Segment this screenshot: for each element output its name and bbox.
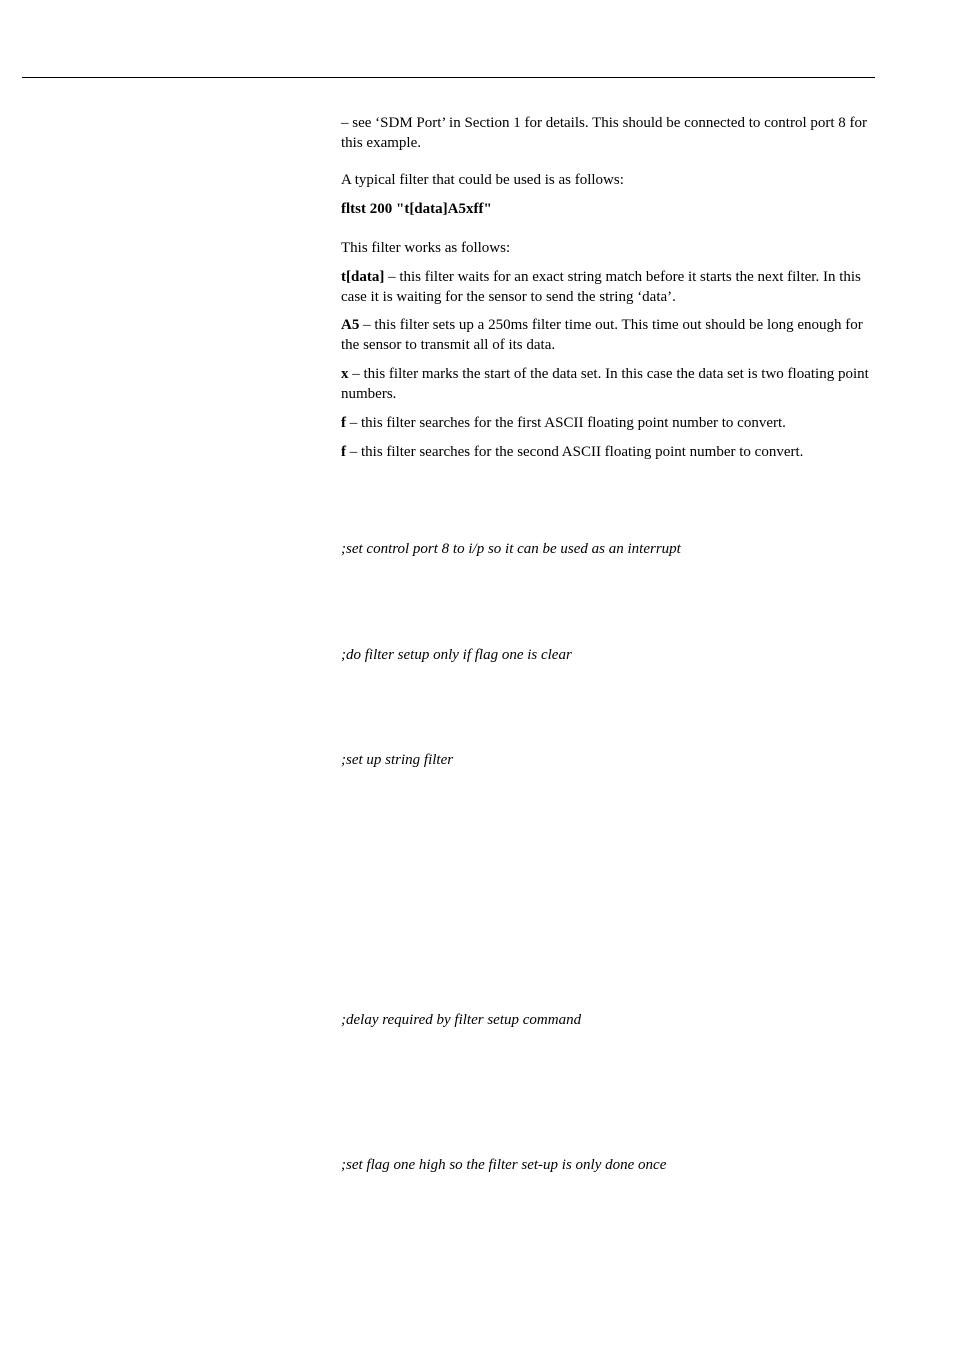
header-rule [22,77,875,78]
code-comment: ;do filter setup only if flag one is clear [341,647,572,663]
filter-term: t[data] [341,269,385,285]
filter-term: f [341,444,346,460]
filter-desc-tdata [341,268,874,307]
filter-command: fltst 200 "t[data]A5xff" [341,201,492,217]
filter-desc-f2 [341,443,874,463]
code-comment: ;set up string filter [341,752,454,768]
typical-filter-paragraph: A typical filter that could be used is as follows: [341,172,624,188]
filter-term: x [341,366,349,382]
intro-paragraph: – see ‘SDM Port’ in Section 1 for details. This should be connected to control port 8 for this example. [341,115,868,151]
code-comment: ;set flag one high so the filter set-up is only done once [341,1157,667,1173]
filter-desc-a5 [341,316,874,355]
filter-term: f [341,415,346,431]
code-comment: ;delay required by filter setup command [341,1012,582,1028]
filter-description: – this filter searches for the second ASCII floating point number to convert. [346,444,804,460]
filter-description: – this filter searches for the first ASCII floating point number to convert. [346,415,786,431]
filter-description: – this filter sets up a 250ms filter time out. This time out should be long enough for the sensor to transmit all of its data. [341,317,863,353]
code-comment: ;set control port 8 to i/p so it can be used as an interrupt [341,541,681,557]
filter-description: – this filter marks the start of the data set. In this case the data set is two floating point numbers. [341,366,869,402]
works-paragraph: This filter works as follows: [341,240,511,256]
filter-desc-x [341,365,874,404]
filter-description: – this filter waits for an exact string match before it starts the next filter. In this case it is waiting for the sensor to send the string ‘data’. [341,269,861,305]
filter-term: A5 [341,317,360,333]
filter-desc-f1 [341,414,874,434]
